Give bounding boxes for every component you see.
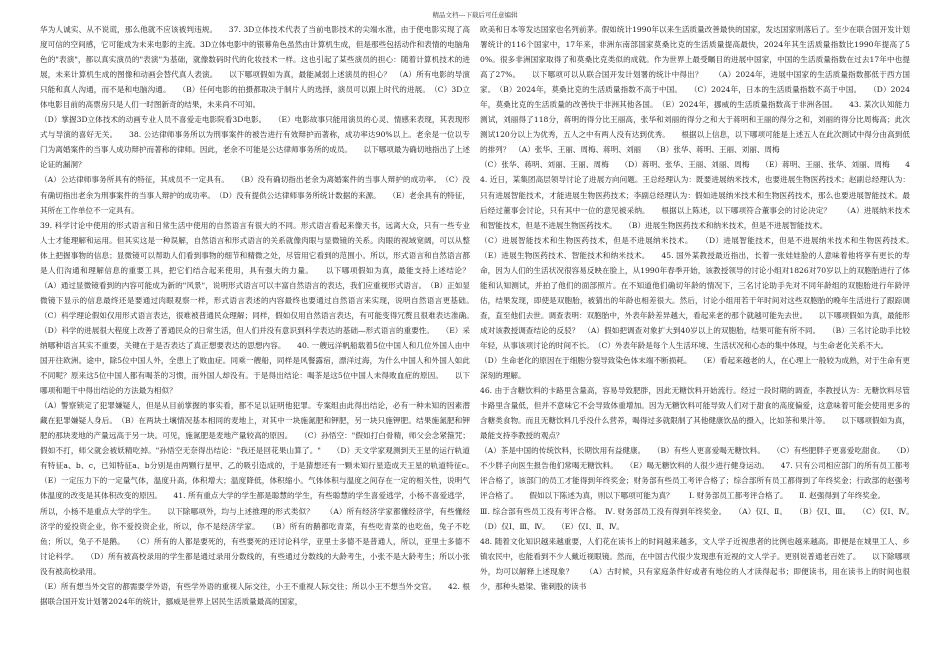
paragraph: 39. 科学讨论中使用的形式语言和日常生活中使用的自然语言有很大的不同。形式语言看起来像天书，远离大众，只有一些专业人士才能理解和运用。但其实这是一种误解，自然语言和形式语言的关系就像肉眼与显微镜的关系。肉眼的视域宽阔，可以从整体上把握事物的信息；显微镜可以帮助人们看到事物的细节和精微之处，尽管用它看到的范围小。所以，形式语言和自然语言都是人们沟通和理解信息的重要工具，把它们结合起来使用，具有强大的力量。 以下哪项假如为真，最能支持上述结论？ （A）通过显微镜看到的内容可能成为新的"风景"，说明形式语言可以丰富自然语言的表达，我们应重视形式语言。 （B）正如显微镜下显示的信息最终还是要通过肉眼观察一样，形式语言表述的内容最终也要通过自然语言来实现，说明自然语言更基础。 （C）科学理论假如仅用形式语言表达，很难被普通民众理解；同样，假如仅用自然语言表达，有可能变得冗赘且很难表达准确。 （D）科学的进展很大程度上改善了普通民众的日常生活，但人们并没有意识到科学表达的基础—形式语言的重要性。 （E）采纳哪种语言其实不重要，关键在于是否表达了真正想要表达的思想内容。 40. 一艘远洋帆船载着5位中国人和几位外国人由中国开往欧洲。途中，除5位中国人外，全患上了败血症。同乘一艘船，同样是风餐露宿，漂洋过海，为什么中国人和外国人如此不同呢？原来这5位中国人都有喝茶的习惯，而外国人却没有。于是得出结论：喝茶是这5位中国人未得败血症的原因。 以下哪项和题干中得出结论的方法最为相似？ (40, 220, 470, 396)
paragraph: （C）进展智能技术和生物医药技术，但是不进展纳米技术。 （D）进展智能技术，但是不进展纳米技术和生物医药技术。 （E）进展生物医药技术、智能技术和纳米技术。 45. 国外某教授最近指出，长着一张娃娃脸的人意味着他将享有更长的寿命，因为人们的生活状况很容易反映在脸上，从1990年春季开始，该教授领导的讨论小组对1826对70岁以上的双胞胎进行了体能和认知测试，并拍了他们的面部照片。在不知道他们确切年龄的情况下，三名讨论助手先对不同年龄组的双胞胎进行年龄评估，结果发现，即使是双胞胎，被猜出的年龄也相差很大。然后，讨论小组用若干年时间对这些双胞胎的晚年生活进行了跟踪调查，直至他们去世。调查表明：双胞胎中，外表年龄差异越大，看起来老的那个就越可能先去世。 以下哪项假如为真，最能形成对该教授调查结论的反驳？ （A）假如把调查对象扩大到40岁以上的双胞胎，结果可能有所不同。 （B）三名讨论助手比较年轻，从事该项讨论的时间不长。 （C）外表年龄是每个人生活环境、生活状况和心态的集中体现，与生命老化关系不大。 (480, 235, 910, 350)
left-column (40, 22, 470, 662)
paragraph: Ⅲ. 综合部有些员工没有考评合格。 Ⅳ. 财务部员工没有得到年终奖金。 （A）仅Ⅰ、Ⅱ。 （B）仅Ⅰ、Ⅲ。 （C）仅Ⅰ、Ⅳ。 （D）仅Ⅰ、Ⅲ、Ⅳ。 （E）仅Ⅰ、Ⅱ、Ⅳ。 (480, 506, 910, 531)
paragraph: 华为人诚实、从不说谎，那么他就不应该被判违规。 37. 3D立体技术代表了当前电影技术的尖端水准，由于使电影实现了高度可信的空间感，它可能成为未来电影的主流。3D立体电影中的银幕角色虽然由计算机生成，但是那些包括动作和表情的电脑角色的"表演"，都以真实演员的"表演"为基础，就像数码时代的化妆技术一样。这也引起了某些演员的担心：随着计算机技术的进展，未来计算机生成的图像和动画会替代真人表演。 以下哪项假如为真，最能减弱上述演员的担心？ （A）所有电影的导演只能和真人沟通，而不是和电脑沟通。 （B）任何电影的拍摄都取决于制片人的选择，演员可以跟上时代的进展。 （C）3D立体电影目前的高票房只是人们一时图新奇的结果，未来尚不可知。 (40, 25, 470, 110)
paragraph: 46. 由于含糖饮料的卡路里含量高，容易导致肥胖，因此无糖饮料开始流行。经过一段时期的调查，李教授认为：无糖饮料尽管卡路里含量低，但并不意味它不会导致体重增加。因为无糖饮料可能导致人们对于甜食的高度偏爱，这意味着可能会使用更多的含糖类食物。而且无糖饮料几乎没什么营养，喝得过多就限制了其他健康饮品的摄入，比如茶和果汁等。 以下哪项假如为真，最能支持李教授的观点？ (480, 386, 910, 441)
paragraph: 48. 随着文化知识越来越重要，人们花在读书上的时间越来越多，文人学子近视患者的比例也越来越高。即便是在城里工人、乡镇农民中，也能看到不少人戴近视眼镜。然而，在中国古代很少发现患有近视的文人学子。更别说普通老百姓了。 以下除哪项外，均可以解释上述现象？ （A）古时候，只有家庭条件好或者有地位的人才读得起书；即便读书，用在读书上的时间也很少，那种头悬梁、锥刺股的读书 (480, 536, 910, 591)
paragraph: （A）公达律师事务所具有的特征，其成员不一定具有。 （B）没有确切指出老余为离婚案件的当事人辩护的成功率。 （C）没有确切指出老余为刑事案件的当事人辩护的成功率。 （D）没有提供公达律师事务所统计数据的来源。 （E）老余具有的特征，其所在工作单位不一定具有。 (40, 175, 470, 215)
paragraph: （A）警察锁定了犯罪嫌疑人，但是从目前掌握的事实看，都不足以证明他犯罪。专案组由此得出结论，必有一种未知的因素潜藏在犯罪嫌疑人身后。 （B）在两块土壤情况基本相同的麦地上，对其中一块施氮肥和钾肥，另一块只施钾肥。结果施氮肥和钾肥的那块麦地的产量远高于另一块。可见，施氮肥是麦地产量较高的原因。 （C）孙悟空："假如打白骨精，师父会念紧箍咒；假如不打，师父就会被妖精吃掉。"孙悟空无奈得出结论："我还是回花果山算了。" （D）天文学家观测到天王星的运行轨道有特征a、b、c，已知特征a、b分别是由两颗行星甲、乙的吸引造成的，于是猜想还有一颗未知行星造成天王星的轨道特征c。 （E）一定压力下的一定量气体，温度升高，体积增大；温度降低，体积缩小。气体体积与温度之间存在一定的相关性，说明气体温度的改变是其体积改变的原因。 41. 所有重点大学的学生都是聪慧的学生，有些聪慧的学生喜爱逃学，小杨不喜爱逃学，所以，小杨不是重点大学的学生。 以下除哪项外，均与上述推理的形式类似？ （A）所有经济学家都懂经济学，有些懂经济学的爱投资企业，你不爱投资企业，所以，你不是经济学家。 （B）所有的鹅都吃青菜，有些吃青菜的也吃鱼，兔子不吃鱼；所以，兔子不是鹅。 （C）所有的人都是要死的，有些要死的还讨论科学，亚里士多德不是普通人，所以，亚里士多德不讨论科学。 （D）所有被高校录用的学生都是通过录用分数线的，有些通过分数线的大龄考生，小张不是大龄考生；所以小张没有被高校录用。 (40, 401, 470, 576)
paragraph: （D）生命老化的原因在于细胞分裂导致染色体末端不断损耗。 （E）看起来越老的人，在心理上一般较为成熟，对于生命有更深刻的理解。 (480, 356, 910, 381)
paragraph: （A）茶是中国的传统饮料，长期饮用有益健康。 （B）有些人更喜爱喝无糖饮料。 （C）有些肥胖子更喜爱吃甜食。 （D）不少胖子向医生报告他们常喝无糖饮料。 （E）喝无糖饮料的人很少进行健身运动。 47. 只有公司相应部门的所有员工都考评合格了，该部门的员工才能得到年终奖金；财务部有些员工考评合格了；综合部所有员工都得到了年终奖金；行政部的赵强考评合格了。 假如以下陈述为真，则以下哪项可能为真？ Ⅰ. 财务部员工都考评合格了。 Ⅱ. 赵强得到了年终奖金。 (480, 446, 910, 501)
paragraph: （D）掌握3D立体技术的动画专业人员不喜爱走电影院看3D电影。 （E）电影故事只能用演员的心灵、情感来表现，其表现形式与导演的喜好无关。 38. 公达律师事务所以为刑事案件的被告进行有效辩护而著称，成功率达90%以上。老余是一位以专门为离婚案件的当事人成功辩护而著称的律师。因此，老余不可能是公达律师事务所的成员。 以下哪项最为确切地指出了上述论证的漏洞？ (40, 115, 470, 170)
paragraph: 欧美和日本等发达国家也名列前茅。假如统计1990年以来生活质量改善最快的国家，发达国家则落后了。至少在联合国开发计划署统计的116个国家中，17年来，非洲东南部国家莫桑比克的生活质量提高最快，2024年其生活质量指数比1990年提高了50%。很多非洲国家取得了和莫桑比克类似的成就。作为世界上最受瞩目的进展中国家，中国的生活质量指数在过去17年中也提高了27%。 以下哪项可以从联合国开发计划署的统计中得出？ （A）2024年，进展中国家的生活质量指数都低于西方国家。 （B）2024年，莫桑比克的生活质量指数不高于中国。 （C）2024年，日本的生活质量指数不高于中国。 （D）2024年，莫桑比克的生活质量的改善快于非洲其他各国。 （E）2024年，挪威的生活质量指数高于非洲各国。 43. 某次认知能力测试，刘丽得了118分，蒋明的得分比王丽高，张华和刘丽的得分之和大于蒋明和王丽的得分之和，刘丽的得分比周梅高；此次测试120分以上为优秀，五人之中有两人没有达到优秀。 根据以上信息，以下哪项可能是上述五人在此次测试中得分由高到低的排列？ （A）张华、王丽、周梅、蒋明、刘丽 （B）张华、蒋明、王丽、刘丽、周梅 (480, 25, 910, 155)
paragraph: （C）张华、蒋明、刘丽、王丽、周梅 （D）蒋明、张华、王丽、刘丽、周梅 （E）蒋明、王丽、张华、刘丽、周梅 44. 近日，某集团高层领导讨论了进展方向问题。王总经理认为：既要进展纳米技术，也要进展生物医药技术；赵副总经理认为：只有进展智能技术，才能进展生物医药技术；李副总经理认为：假如进展纳米技术和生物医药技术，那么也要进展智能技术。最后经过董事会讨论，只有其中一位的意见被采纳。 根据以上陈述，以下哪项符合董事会的讨论决定？ （A）进展纳米技术和智能技术，但是不进展生物医药技术。 （B）进展生物医药技术和纳米技术，但是不进展智能技术。 (480, 160, 910, 230)
paragraph: （E）所有想当外交官的都需要学外语，有些学外语的重视人际交往，小王不重视人际交往；所以小王不想当外交官。 42. 根据联合国开发计划署2024年的统计，挪威是世界上居民生活质量最高的国家， (40, 581, 470, 606)
page-header: 精品文档---下载后可任意编辑 (432, 11, 518, 19)
right-column (480, 22, 910, 662)
